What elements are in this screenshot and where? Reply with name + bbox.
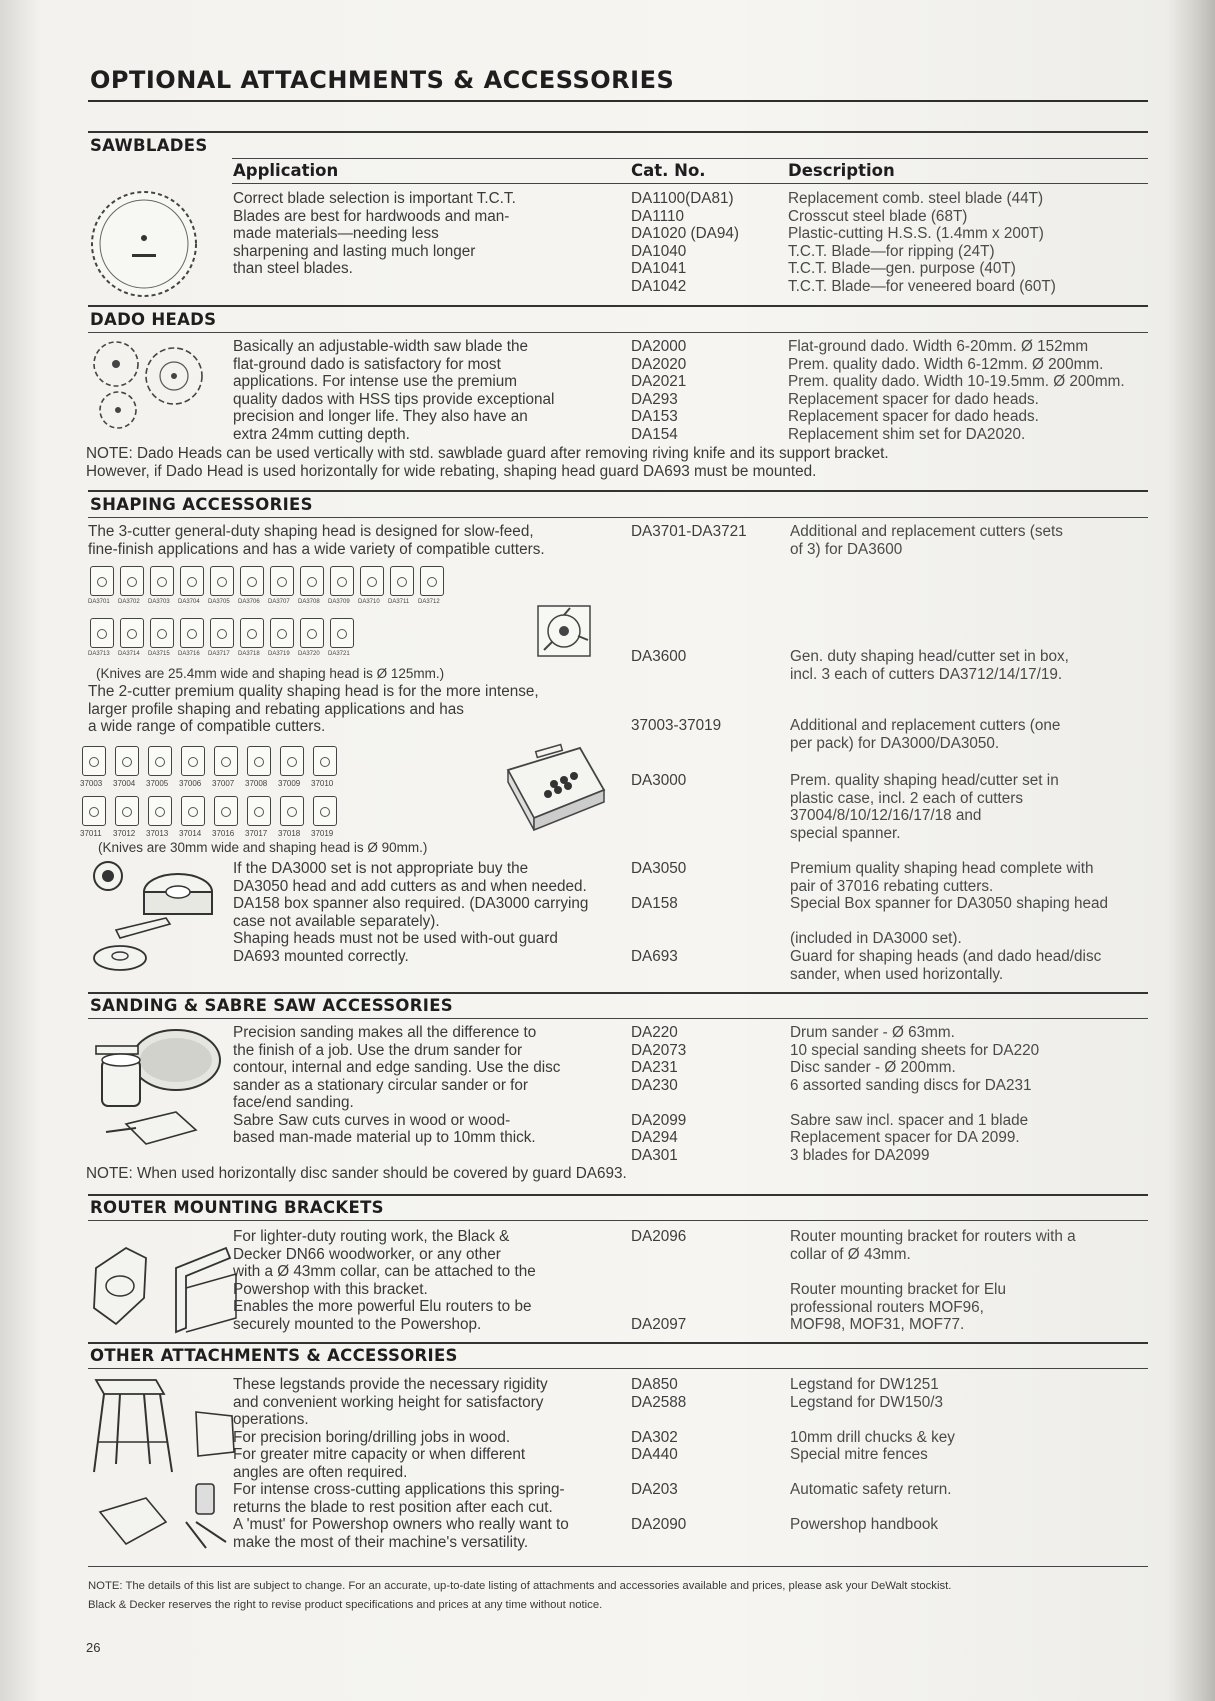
- cutter-label: DA3717: [208, 651, 230, 657]
- section-heading-sanding: SANDING & SABRE SAW ACCESSORIES: [90, 996, 453, 1015]
- knives-note-25mm: (Knives are 25.4mm wide and shaping head is Ø 125mm.): [96, 666, 445, 681]
- cutter-profile-37005: [148, 746, 172, 776]
- cutter-label: 37018: [278, 829, 301, 838]
- dado-note: NOTE: Dado Heads can be used vertically with std. sawblade guard after removing riving knife and its support bracket. However, if Dado Head is used horizontally for wide rebating, shaping head guard DA693 must be mounted.: [86, 445, 889, 480]
- section-rule: [88, 1342, 1148, 1344]
- cutter-label: 37010: [311, 779, 334, 788]
- section-heading-other: OTHER ATTACHMENTS & ACCESSORIES: [90, 1346, 458, 1365]
- column-header-rule: [232, 183, 1148, 184]
- cutter-profile-37016: [214, 796, 238, 826]
- shaping-cat-da158: DA158: [631, 895, 678, 912]
- router-application-text: For lighter-duty routing work, the Black & Decker DN66 woodworker, or any other with a Ø 43mm collar, can be attached to the Powershop with this bracket. Enables the more powerful Elu routers to be securely mounted to the Powershop.: [233, 1228, 536, 1333]
- two-cutter-text: The 2-cutter premium quality shaping head is for the more intense, larger profile shaping and rebating applications and has a wide range of compatible cutters.: [88, 683, 539, 735]
- cutter-label: 37017: [245, 829, 268, 838]
- dado-cat-numbers: DA2000 DA2020 DA2021 DA293 DA153 DA154: [631, 338, 687, 443]
- cutter-profile-37014: [181, 796, 205, 826]
- cutter-profile-37007: [214, 746, 238, 776]
- sawblades-cat-numbers: DA1100(DA81) DA1110 DA1020 (DA94) DA1040 DA1041 DA1042: [631, 190, 739, 295]
- cutter-label: DA3710: [358, 599, 380, 605]
- dado-heads-illustration: [86, 334, 226, 434]
- cutter-label: DA3720: [298, 651, 320, 657]
- cutter-label: 37013: [146, 829, 169, 838]
- cutter-label: DA3703: [148, 599, 170, 605]
- cutter-profile-37009: [280, 746, 304, 776]
- section-rule: [88, 1194, 1148, 1196]
- section-rule: [88, 1368, 1148, 1369]
- section-rule: [88, 1220, 1148, 1221]
- cutter-row-da3701-da3712: [90, 566, 470, 614]
- sanding-descriptions: Drum sander - Ø 63mm. 10 special sanding sheets for DA220 Disc sander - Ø 200mm. 6 assorted sanding discs for DA231 Sabre saw incl. spacer and 1 blade Replacement spacer for DA 2099. 3 blades for DA2099: [790, 1024, 1040, 1164]
- cutter-profile-37003: [82, 746, 106, 776]
- shaping-head-spanner-illustration: [86, 858, 226, 978]
- shaping-cat-da3701: DA3701-DA3721: [631, 523, 747, 540]
- section-heading-router: ROUTER MOUNTING BRACKETS: [90, 1198, 384, 1217]
- dado-descriptions: Flat-ground dado. Width 6-20mm. Ø 152mm Prem. quality dado. Width 6-12mm. Ø 200mm. Prem. quality dado. Width 10-19.5mm. Ø 200mm. Replacement spacer for dado heads. Replacement spacer for dado heads. Replacement shim set for DA2020.: [788, 338, 1125, 443]
- cutter-profile-da3711: [390, 566, 414, 596]
- shaping-cat-da3000: DA3000: [631, 772, 687, 789]
- shaping-desc-da158: Special Box spanner for DA3050 shaping head (included in DA3000 set).: [790, 895, 1109, 947]
- page-spine: [1175, 0, 1215, 1701]
- cutter-profile-37010: [313, 746, 337, 776]
- cutter-profile-da3717: [210, 618, 234, 648]
- shaping-desc-da693: Guard for shaping heads (and dado head/disc sander, when used horizontally.: [790, 948, 1102, 983]
- cutter-label: DA3712: [418, 599, 440, 605]
- page-title: OPTIONAL ATTACHMENTS & ACCESSORIES: [90, 66, 675, 94]
- column-header-cat-no: Cat. No.: [631, 161, 706, 180]
- cutter-profile-da3707: [270, 566, 294, 596]
- router-desc-da2096: Router mounting bracket for routers with a collar of Ø 43mm.: [790, 1228, 1076, 1263]
- cutter-profile-da3714: [120, 618, 144, 648]
- cutter-label: DA3719: [268, 651, 290, 657]
- cutter-profile-37004: [115, 746, 139, 776]
- cutter-label: DA3705: [208, 599, 230, 605]
- section-heading-dado-heads: DADO HEADS: [90, 310, 217, 329]
- section-rule: [88, 1018, 1148, 1019]
- sanding-note: NOTE: When used horizontally disc sander should be covered by guard DA693.: [86, 1165, 627, 1182]
- cutter-profile-da3716: [180, 618, 204, 648]
- shaping-desc-da3701: Additional and replacement cutters (sets of 3) for DA3600: [790, 523, 1063, 558]
- cutter-label: DA3701: [88, 599, 110, 605]
- shaping-cat-37003: 37003-37019: [631, 717, 722, 734]
- cutter-label: 37012: [113, 829, 136, 838]
- footer-note-rights: Black & Decker reserves the right to revise product specifications and prices at any time without notice.: [88, 1599, 603, 1611]
- dado-application-text: Basically an adjustable-width saw blade the flat-ground dado is satisfactory for most applications. For intense use the premium quality dados with HSS tips provide exceptional precision and longer life. They also have an extra 24mm cutting depth.: [233, 338, 555, 443]
- sawblades-descriptions: Replacement comb. steel blade (44T) Crosscut steel blade (68T) Plastic-cutting H.S.S. (1.4mm x 200T) T.C.T. Blade—for ripping (24T) T.C.T. Blade—gen. purpose (40T) T.C.T. Blade—for veneered board (60T): [788, 190, 1056, 295]
- cutter-label: 37003: [80, 779, 103, 788]
- cutter-label: DA3714: [118, 651, 140, 657]
- page-number: 26: [86, 1640, 101, 1655]
- da3050-application-text: If the DA3000 set is not appropriate buy the DA3050 head and add cutters as and when needed. DA158 box spanner also required. (DA3000 carrying case not available separately). Shaping heads must not be used with-out guard DA693 mounted correctly.: [233, 860, 589, 965]
- cutter-label: DA3715: [148, 651, 170, 657]
- cutter-label: 37019: [311, 829, 334, 838]
- router-bracket-illustration: [86, 1228, 246, 1338]
- cutter-label: DA3708: [298, 599, 320, 605]
- cutter-profile-da3712: [420, 566, 444, 596]
- cutter-label: DA3718: [238, 651, 260, 657]
- cutter-label: 37016: [212, 829, 235, 838]
- cutter-label: 37011: [80, 829, 102, 838]
- section-rule: [88, 517, 1148, 518]
- other-descriptions: Legstand for DW1251 Legstand for DW150/3 10mm drill chucks & key Special mitre fences Automatic safety return. Powershop handbook: [790, 1376, 955, 1533]
- section-heading-shaping: SHAPING ACCESSORIES: [90, 495, 313, 514]
- sanding-application-text: Precision sanding makes all the difference to the finish of a job. Use the drum sander for contour, internal and edge sanding. Use the disc sander as a stationary circular sander or for face/end sanding. Sabre Saw cuts curves in wood or wood- based man-made material up to 10mm thick.: [233, 1024, 561, 1146]
- other-application-text: These legstands provide the necessary rigidity and convenient working height for satisfactory operations. For precision boring/drilling jobs in wood. For greater mitre capacity or when different angles are often required. For intense cross-cutting applications this spring- returns the blade to rest position after each cut. A 'must' for Powershop owners who really want to make the most of their machine's versatility.: [233, 1376, 569, 1551]
- cutter-label: 37006: [179, 779, 202, 788]
- section-heading-sawblades: SAWBLADES: [90, 136, 208, 155]
- cutter-row-da3713-da3721: [90, 618, 470, 666]
- cutter-profile-da3709: [330, 566, 354, 596]
- cutter-label: DA3713: [88, 651, 110, 657]
- section-rule: [88, 131, 1148, 133]
- cutter-label: DA3707: [268, 599, 290, 605]
- cutter-label: 37014: [179, 829, 202, 838]
- cutter-label: DA3716: [178, 651, 200, 657]
- cutter-profile-37006: [181, 746, 205, 776]
- cutter-label: 37005: [146, 779, 169, 788]
- three-cutter-head-illustration: [536, 604, 592, 658]
- cutter-profile-da3713: [90, 618, 114, 648]
- cutter-profile-37019: [313, 796, 337, 826]
- cutter-profile-da3708: [300, 566, 324, 596]
- legstand-drill-chuck-illustration: [86, 1372, 236, 1552]
- column-header-description: Description: [788, 161, 895, 180]
- shaping-desc-da3050: Premium quality shaping head complete with pair of 37016 rebating cutters.: [790, 860, 1094, 895]
- cutter-label: DA3711: [388, 599, 410, 605]
- other-cat-numbers: DA850 DA2588 DA302 DA440 DA203 DA2090: [631, 1376, 687, 1533]
- cutter-profile-37012: [115, 796, 139, 826]
- cutter-profile-da3710: [360, 566, 384, 596]
- shaping-desc-da3000: Prem. quality shaping head/cutter set in plastic case, incl. 2 each of cutters 37004/8/10/12/16/17/18 and special spanner.: [790, 772, 1059, 842]
- router-cat-da2096: DA2096: [631, 1228, 687, 1245]
- cutter-profile-da3705: [210, 566, 234, 596]
- section-rule: [88, 992, 1148, 994]
- sander-illustration: [86, 1020, 226, 1150]
- shaping-intro-text: The 3-cutter general-duty shaping head is designed for slow-feed, fine-finish applications and has a wide variety of compatible cutters.: [88, 523, 545, 558]
- cutter-label: 37007: [212, 779, 235, 788]
- section-rule: [88, 332, 1148, 333]
- cutter-profile-37018: [280, 796, 304, 826]
- footer-note-details: NOTE: The details of this list are subject to change. For an accurate, up-to-date listing of attachments and accessories available and prices, please ask your DeWalt stockist.: [88, 1580, 952, 1592]
- cutter-label: DA3706: [238, 599, 260, 605]
- section-rule: [88, 305, 1148, 307]
- router-desc-da2097: Router mounting bracket for Elu professional routers MOF96, MOF98, MOF31, MOF77.: [790, 1281, 1006, 1333]
- router-cat-da2097: DA2097: [631, 1316, 687, 1333]
- title-rule: [88, 100, 1148, 102]
- section-rule: [88, 490, 1148, 492]
- cutter-profile-da3703: [150, 566, 174, 596]
- cutter-label: DA3709: [328, 599, 350, 605]
- cutter-profile-da3719: [270, 618, 294, 648]
- cutter-profile-da3721: [330, 618, 354, 648]
- footer-rule: [88, 1566, 1148, 1567]
- shaping-desc-37003: Additional and replacement cutters (one per pack) for DA3000/DA3050.: [790, 717, 1061, 752]
- cutter-profile-da3718: [240, 618, 264, 648]
- cutter-profile-da3702: [120, 566, 144, 596]
- cutter-label: 37009: [278, 779, 301, 788]
- cutter-profile-37011: [82, 796, 106, 826]
- shaping-cat-da693: DA693: [631, 948, 678, 965]
- cutter-label: 37004: [113, 779, 136, 788]
- column-header-rule: [232, 158, 1148, 159]
- carrying-case-illustration: [500, 740, 610, 840]
- sawblade-illustration: [86, 186, 202, 302]
- column-header-application: Application: [233, 161, 339, 180]
- sanding-cat-numbers: DA220 DA2073 DA231 DA230 DA2099 DA294 DA301: [631, 1024, 687, 1164]
- cutter-label: DA3702: [118, 599, 140, 605]
- cutter-row-37011-37019: [82, 796, 402, 842]
- cutter-profile-37013: [148, 796, 172, 826]
- cutter-profile-37008: [247, 746, 271, 776]
- sawblades-application-text: Correct blade selection is important T.C.T. Blades are best for hardwoods and man- made materials—needing less sharpening and lasting much longer than steel blades.: [233, 190, 516, 277]
- cutter-profile-da3701: [90, 566, 114, 596]
- cutter-label: DA3721: [328, 651, 350, 657]
- knives-note-30mm: (Knives are 30mm wide and shaping head is Ø 90mm.): [98, 840, 428, 855]
- cutter-profile-da3720: [300, 618, 324, 648]
- shaping-desc-da3600: Gen. duty shaping head/cutter set in box, incl. 3 each of cutters DA3712/14/17/19.: [790, 648, 1069, 683]
- shaping-cat-da3600: DA3600: [631, 648, 687, 665]
- shaping-cat-da3050: DA3050: [631, 860, 687, 877]
- cutter-profile-da3706: [240, 566, 264, 596]
- cutter-profile-37017: [247, 796, 271, 826]
- cutter-row-37003-37010: [82, 746, 402, 792]
- cutter-label: 37008: [245, 779, 268, 788]
- cutter-profile-da3704: [180, 566, 204, 596]
- cutter-profile-da3715: [150, 618, 174, 648]
- cutter-label: DA3704: [178, 599, 200, 605]
